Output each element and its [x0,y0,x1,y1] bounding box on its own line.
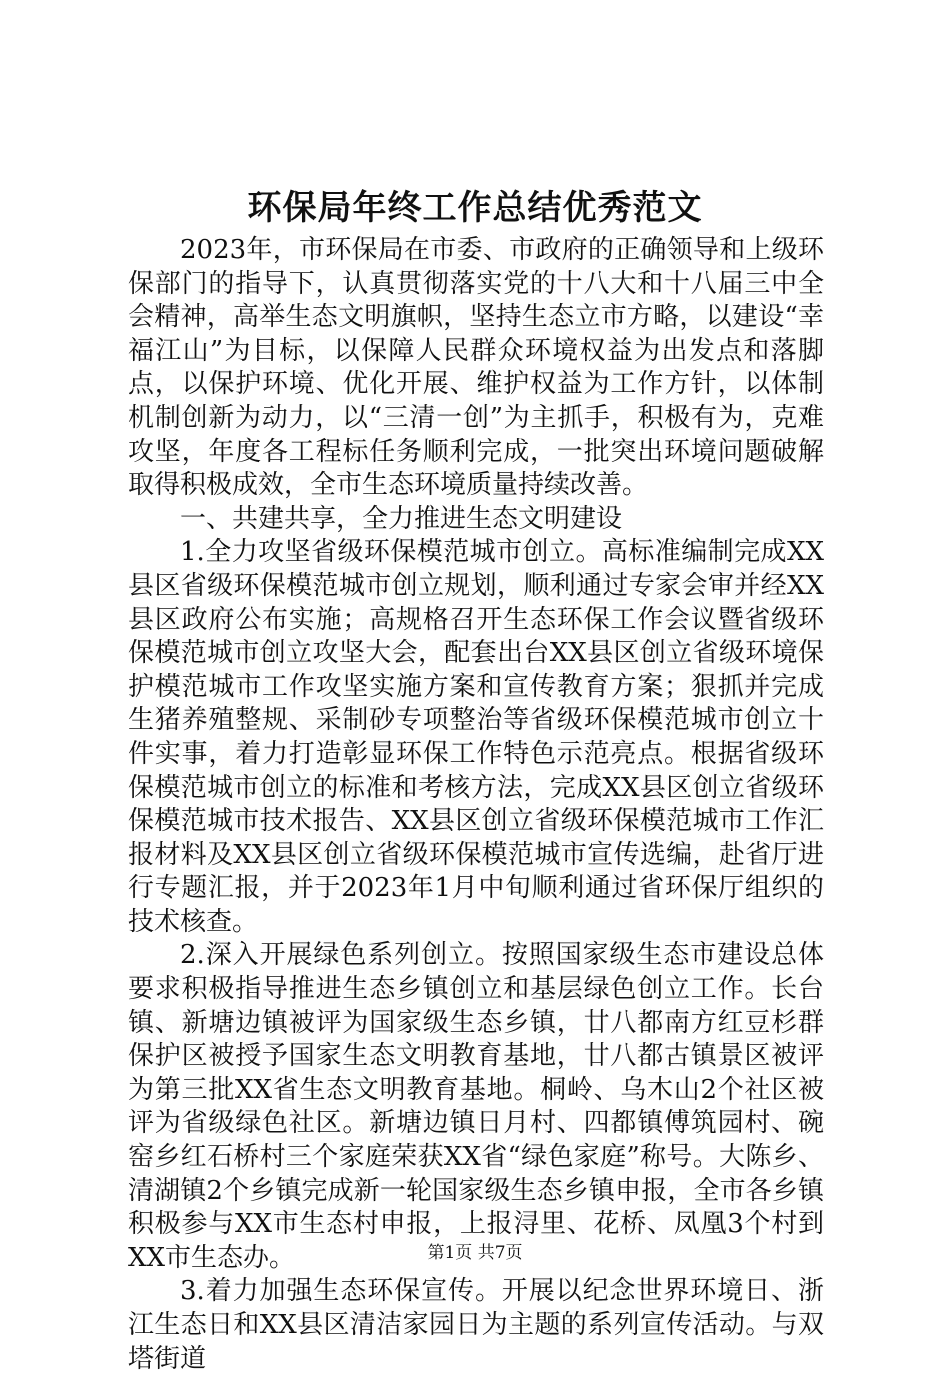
page-number-footer: 第1页 共7页 [427,1243,523,1263]
intro-paragraph: 2023年，市环保局在市委、市政府的正确领导和上级环保部门的指导下，认真贯彻落实党的十八大和十八届三中全会精神，高举生态文明旗帜，坚持生态立市方略，以建设“幸福江山”为目标，以保障人民群众环境权益为出发点和落脚点，以保护环境、优化开展、维护权益为工作方针，以体制机制创新为动力，以“三清一创”为主抓手，积极有为，克难攻坚，年度各工程标任务顺利完成，一批突出环境问题破解取得积极成效，全市生态环境质量持续改善。 [128,235,824,501]
paragraph-item-1: 1.全力攻坚省级环保模范城市创立。高标准编制完成XX县区省级环保模范城市创立规划，顺利通过专家会审并经XX县区政府公布实施；高规格召开生态环保工作会议暨省级环保模范城市创立攻坚大会，配套出台XX县区创立省级环境保护模范城市工作攻坚实施方案和宣传教育方案；狠抓并完成生猪养殖整规、采制砂专项整治等省级环保模范城市创立十件实事，着力打造彰显环保工作特色示范亮点。根据省级环保模范城市创立的标准和考核方法，完成XX县区创立省级环保模范城市技术报告、XX县区创立省级环保模范城市工作汇报材料及XX县区创立省级环保模范城市宣传选编，赴省厅进行专题汇报，并于2023年1月中旬顺利通过省环保厅组织的技术核查。 [128,537,824,937]
document-title: 环保局年终工作总结优秀范文 [247,188,703,228]
paragraph-item-3: 3.着力加强生态环保宣传。开展以纪念世界环境日、浙江生态日和XX县区清洁家园日为主题的系列宣传活动。与双塔街道 [128,1276,824,1374]
section-heading: 一、共建共享，全力推进生态文明建设 [180,503,623,534]
document-body [128,234,824,1376]
paragraph-item-2: 2.深入开展绿色系列创立。按照国家级生态市建设总体要求积极指导推进生态乡镇创立和基层绿色创立工作。长台镇、新塘边镇被评为国家级生态乡镇，廿八都南方红豆杉群保护区被授予国家生态文明教育基地，廿八都古镇景区被评为第三批XX省生态文明教育基地。桐岭、乌木山2个社区被评为省级绿色社区。新塘边镇日月村、四都镇傅筑园村、碗窑乡红石桥村三个家庭荣获XX省“绿色家庭”称号。大陈乡、清湖镇2个乡镇完成新一轮国家级生态乡镇申报，全市各乡镇积极参与XX市生态村申报，上报浔里、花桥、凤凰3个村到XX市生态办。 [128,940,824,1273]
